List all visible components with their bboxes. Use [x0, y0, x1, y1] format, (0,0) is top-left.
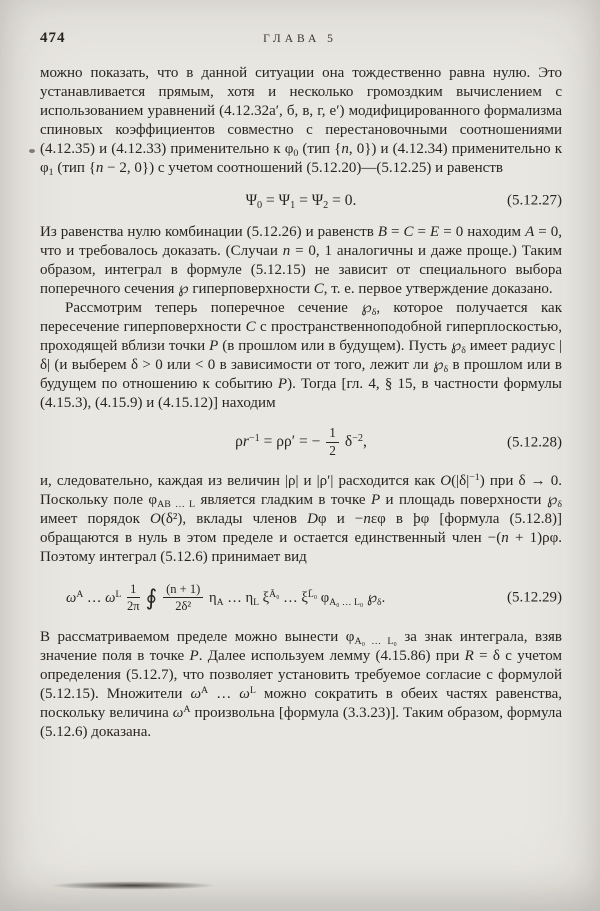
- equation-5-12-28-number: (5.12.28): [507, 434, 562, 451]
- equation-5-12-27: [40, 191, 562, 210]
- paragraph-continuation: можно показать, что в данной ситуации она тождественно равна нулю. Это устанавливается прямым, хотя и несколько громоздким вычислением с использованием уравнений (4.12.32а′, б, в, г, е′) модифицированного формализма спиновых коэффициентов совместно с перестановочными соотношениями (4.12.35) и (4.12.33) применительно к $\varphi_0$ (тип {n, 0}) и (4.12.34) применительно к $\varphi_1$ (тип {n − 2, 0}) с учетом соотношений (5.12.20)—(5.12.25) и равенств: [40, 65, 562, 178]
- equation-5-12-27-number: (5.12.27): [507, 192, 562, 209]
- paragraph-2: Из равенства нулю комбинации (5.12.26) и равенств B = C = E = 0 находим A = 0, что и требовалось доказать. (Случаи n = 0, 1 аналогичны и даже проще.) Таким образом, интеграл в формуле (5.12.15) не зависит от специального выбора поперечного сечения ℘ гиперповерхности C, т. е. первое утверждение доказано.: [40, 224, 562, 298]
- equation-5-12-28-body: $\rho r^{-1} = \rho\rho'$ = − $\frac{1}{2}$ $\delta^{-2}$,: [235, 425, 367, 459]
- paragraph-3: Рассмотрим теперь поперечное сечение $℘_\delta$, которое получается как пересечение гиперповерхности C с пространственноподобной гиперплоскостью, проходящей вблизи точки P (в прошлом или в будущем). Пусть $℘_\delta$ имеет радиус |δ| (и выберем δ > 0 или < 0 в зависимости от того, лежит ли $℘_\delta$ в прошлом или в будущем по отношению к событию P). Тогда [гл. 4, § 15, в частности формулы (4.15.3), (4.15.9) и (4.15.12)] находим: [40, 300, 562, 412]
- paragraph-4: и, следовательно, каждая из величин |ρ| и |ρ′| расходится как $O(|\delta|^{-1})$ при δ → 0. Поскольку поле $\varphi_{AB \dots L}$ является гладким в точке P и площадь поверхности $℘_\delta$ имеет порядок O(δ²), вклады членов Dφ и −nεφ в þφ [формула (5.12.8)] обращаются в нуль в этом пределе и остается единственный член −(n + 1)ρφ. Поэтому интеграл (5.12.6) принимает вид: [40, 472, 563, 566]
- page-header: [0, 0, 600, 47]
- equation-5-12-29: [40, 582, 562, 613]
- equation-5-12-29-body: $\omega^A$ … $\omega^L$ $\frac{1}{2\pi}$ ∮ $\frac{(n + 1)}{\text{2δ²}}$ $\eta_A$ … $\eta_L$ $\xi^{Ā_0}$ … $\xi^{L̄_0}$ $\varphi_{A_0 \dots L_0}$ $℘_\delta$.: [66, 582, 386, 614]
- equation-5-12-29-number: (5.12.29): [507, 589, 562, 606]
- running-head: ГЛАВА 5: [263, 33, 337, 45]
- equation-5-12-27-body: $\Psi_0 = \Psi_1 = \Psi_2 = 0$.: [245, 192, 357, 212]
- paragraph-5: В рассматриваемом пределе можно вынести $\varphi_{A_0 \dots L_0}$ за знак интеграла, взяв значение поля в точке P. Далее используем лемму (4.15.86) при R = δ с учетом определения (5.12.7), что позволяет установить требуемое согласие с формулой (5.12.15). Множители $\omega^A$ … $\omega^L$ можно сократить в обеих частях равенства, поскольку величина $\omega^A$ произвольна [формула (3.3.23)]. Таким образом, формула (5.12.6) доказана.: [40, 629, 562, 741]
- scan-smudge-artifact: [28, 880, 238, 891]
- scan-speck-artifact: [29, 149, 35, 153]
- page-body: [0, 47, 600, 742]
- page-number: 474: [40, 30, 66, 46]
- equation-5-12-28: [40, 426, 562, 459]
